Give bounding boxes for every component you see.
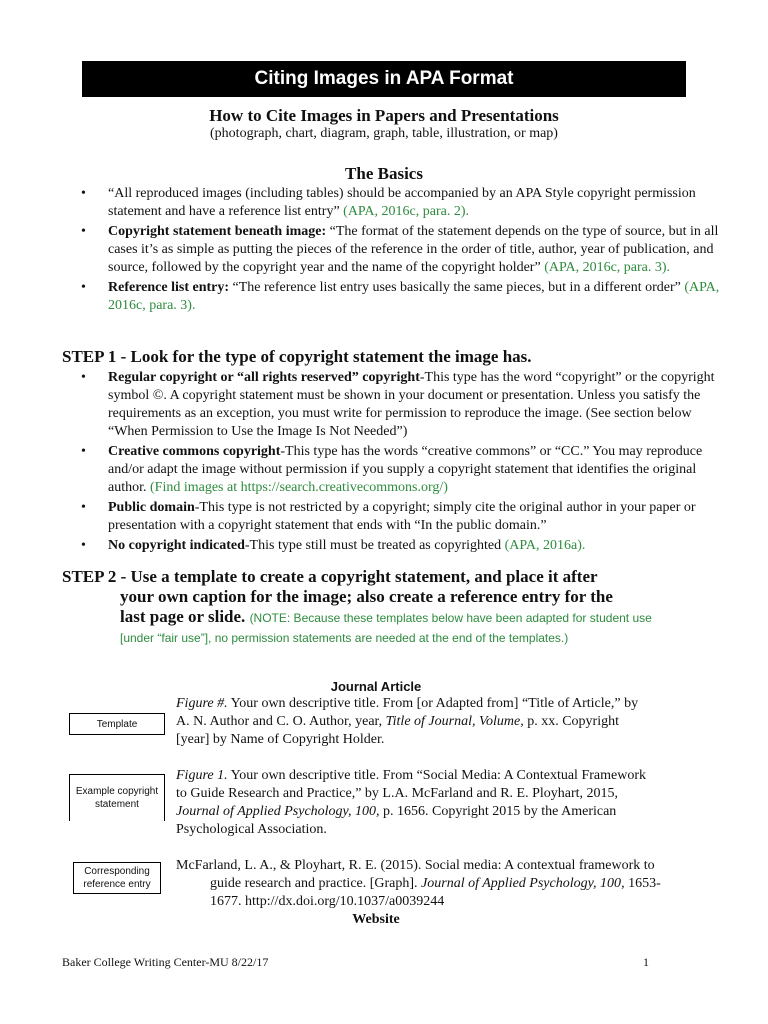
step1-item: • Public domain-This type is not restricted by a copyright; simply cite the original author in your paper or presentation with a copyright statement that ends with “In the public domain.” (108, 499, 723, 535)
page-heading: How to Cite Images in Papers and Presentations (209, 106, 559, 125)
basics-list (108, 185, 723, 317)
basics-item: • “All reproduced images (including tables) should be accompanied by an APA Style copyright permission statement and have a reference list entry” (APA, 2016c, para. 2). (108, 185, 723, 221)
step1-title: STEP 1 - Look for the type of copyright statement the image has. (62, 347, 532, 366)
basics-title: The Basics (345, 164, 423, 183)
basics-item: • Reference list entry: “The reference list entry uses basically the same pieces, but in a different order” (APA, 2016c, para. 3). (108, 279, 723, 315)
step1-item: • No copyright indicated-This type still must be treated as copyrighted (APA, 2016a). (108, 537, 723, 555)
step2-title: STEP 2 - Use a template to create a copyright statement, and place it after your own caption for the image; also create a reference entry for the last page or slide. (NOTE: Because these templates below have been adapted for student use [under “fair use”], no permission statements are needed at the end of the templates.) (62, 567, 652, 645)
basics-item: • Copyright statement beneath image: “The format of the statement depends on the type of source, but in all cases it’s as simple as putting the pieces of the reference in the order of title, author, year of publication, and source, followed by the copyright year and the name of the copyright holder” (APA, 2016c, para. 3). (108, 223, 723, 277)
example-copyright-text: Figure 1. Your own descriptive title. From “Social Media: A Contextual Framework to Guide Research and Practice,” by L.A. McFarland and R. E. Ployhart, 2015, Journal of Applied Psychology, 100, p. 1656. Copyright 2015 by the American Psychological Association. (176, 768, 646, 837)
example-label-box: Example copyright statement (69, 774, 165, 821)
reference-label-box: Corresponding reference entry (73, 862, 161, 894)
page-subheading: (photograph, chart, diagram, graph, table, illustration, or map) (210, 126, 558, 141)
step1-item: • Creative commons copyright-This type has the words “creative commons” or “CC.” You may reproduce and/or adapt the image without permission if you supply a copyright statement that identifies the original author. (Find images at https://search.creativecommons.org/) (108, 443, 723, 497)
template-text: Figure #. Your own descriptive title. From [or Adapted from] “Title of Article,” by A. N. Author and C. O. Author, year, Title of Journal, Volume, p. xx. Copyright [year] by Name of Copyright Holder. (176, 696, 639, 747)
step1-item: • Regular copyright or “all rights reserved” copyright-This type has the word “copyright” or the copyright symbol ©. A copyright statement must be shown in your document or presentation. Unless you satisfy the requirements as an exception, you must write for permission to reproduce the image. (See section below “When Permission to Use the Image Is Not Needed”) (108, 369, 723, 441)
reference-entry-text: McFarland, L. A., & Ployhart, R. E. (2015). Social media: A contextual framework to guide research and practice. [Graph]. Journal of Applied Psychology, 100, 1653-1677. http://dx.doi.org/10.1037/a0039244 (176, 858, 661, 909)
step1-list (108, 369, 723, 557)
step2-note: (NOTE: Because these templates below have been adapted for student use [under “fair use”], no permission statements are needed at the end of the templates.) (120, 611, 652, 645)
page-number: 1 (643, 955, 649, 969)
footer-left: Baker College Writing Center-MU 8/22/17 (62, 955, 269, 969)
title-banner: Citing Images in APA Format (82, 61, 686, 97)
template-label-box: Template (69, 713, 165, 735)
website-heading: Website (352, 912, 400, 927)
journal-article-heading: Journal Article (330, 679, 422, 694)
